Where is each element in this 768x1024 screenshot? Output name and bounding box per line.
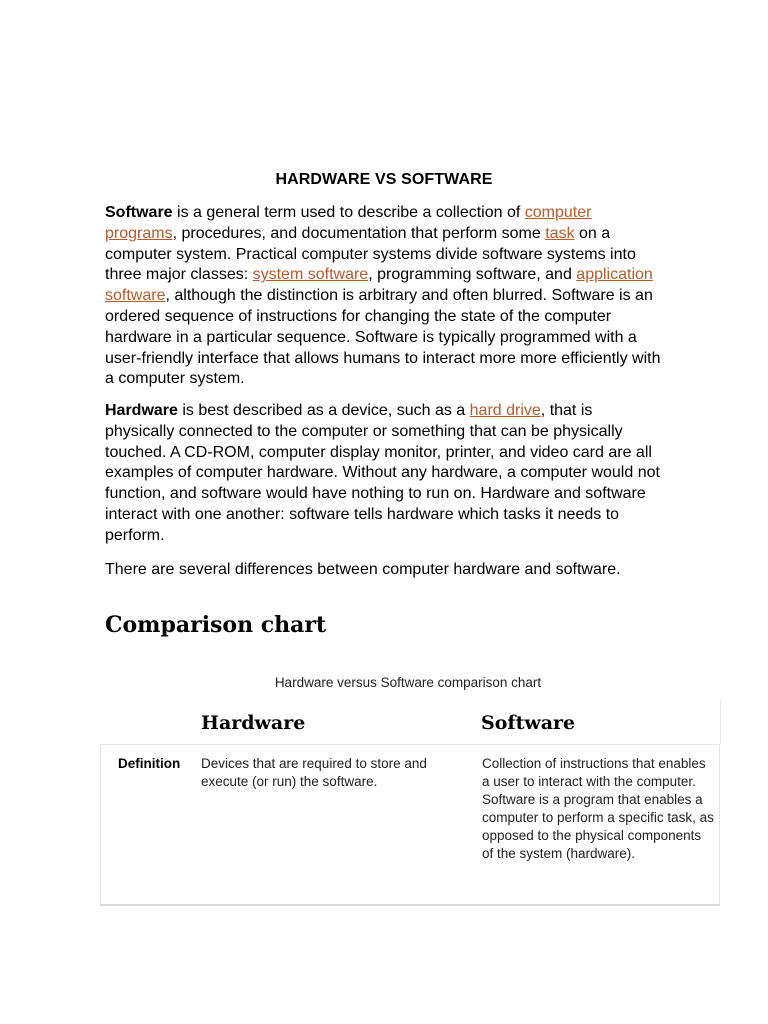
hardware-term: Hardware xyxy=(105,402,178,419)
document-title: HARDWARE VS SOFTWARE xyxy=(275,171,493,188)
column-header-hardware: Hardware xyxy=(201,712,306,734)
software-text-3: on a computer system. Practical computer systems divide software systems into three major classes: xyxy=(105,224,636,284)
table-caption: Hardware versus Software comparison chart xyxy=(274,675,542,690)
differences-paragraph: There are several differences between computer hardware and software. xyxy=(105,561,621,578)
software-text-5: , although the distinction is arbitrary and often blurred. Software is an ordered sequence of instructions for changing the state of the computer hardware in a particular sequence. Software is typically programmed with a user-friendly interface that allows humans to interact more more efficiently with a computer system. xyxy=(105,287,661,388)
link-computer-programs[interactable]: computer programs xyxy=(105,204,592,242)
link-application-software[interactable]: application software xyxy=(105,266,653,305)
hardware-paragraph xyxy=(105,401,665,547)
comparison-heading: Comparison chart xyxy=(105,612,327,638)
cell-software-definition: Collection of instructions that enables a user to interact with the computer. Software is a program that enables a computer to perform a specific task, as opposed to the physical components of the system (hardware). xyxy=(482,756,714,861)
column-header-software: Software xyxy=(481,712,576,734)
table-header-divider xyxy=(720,700,721,744)
link-task[interactable]: task xyxy=(545,224,575,242)
software-text-1: is a general term used to describe a collection of xyxy=(172,204,525,221)
software-text-2: , procedures, and documentation that perform some xyxy=(172,224,546,242)
software-text-4: , programming software, and xyxy=(368,266,577,284)
link-hard-drive[interactable]: hard drive xyxy=(469,402,541,419)
row-label-definition: Definition xyxy=(118,756,181,771)
cell-hardware-definition: Devices that are required to store and execute (or run) the software. xyxy=(201,756,427,789)
software-term: Software xyxy=(105,204,173,221)
link-system-software[interactable]: system software xyxy=(252,266,369,284)
software-paragraph xyxy=(105,203,665,390)
hardware-text-2: , that is physically connected to the computer or something that can be physically touched. A CD-ROM, computer display monitor, printer, and video card are all examples of computer hardware. Without any hardware, a computer would not function, and software would have nothing to run on. Hardware and software interact with one another: software tells hardware which tasks it needs to perform. xyxy=(105,402,660,544)
hardware-text-1: is best described as a device, such as a xyxy=(177,402,470,419)
